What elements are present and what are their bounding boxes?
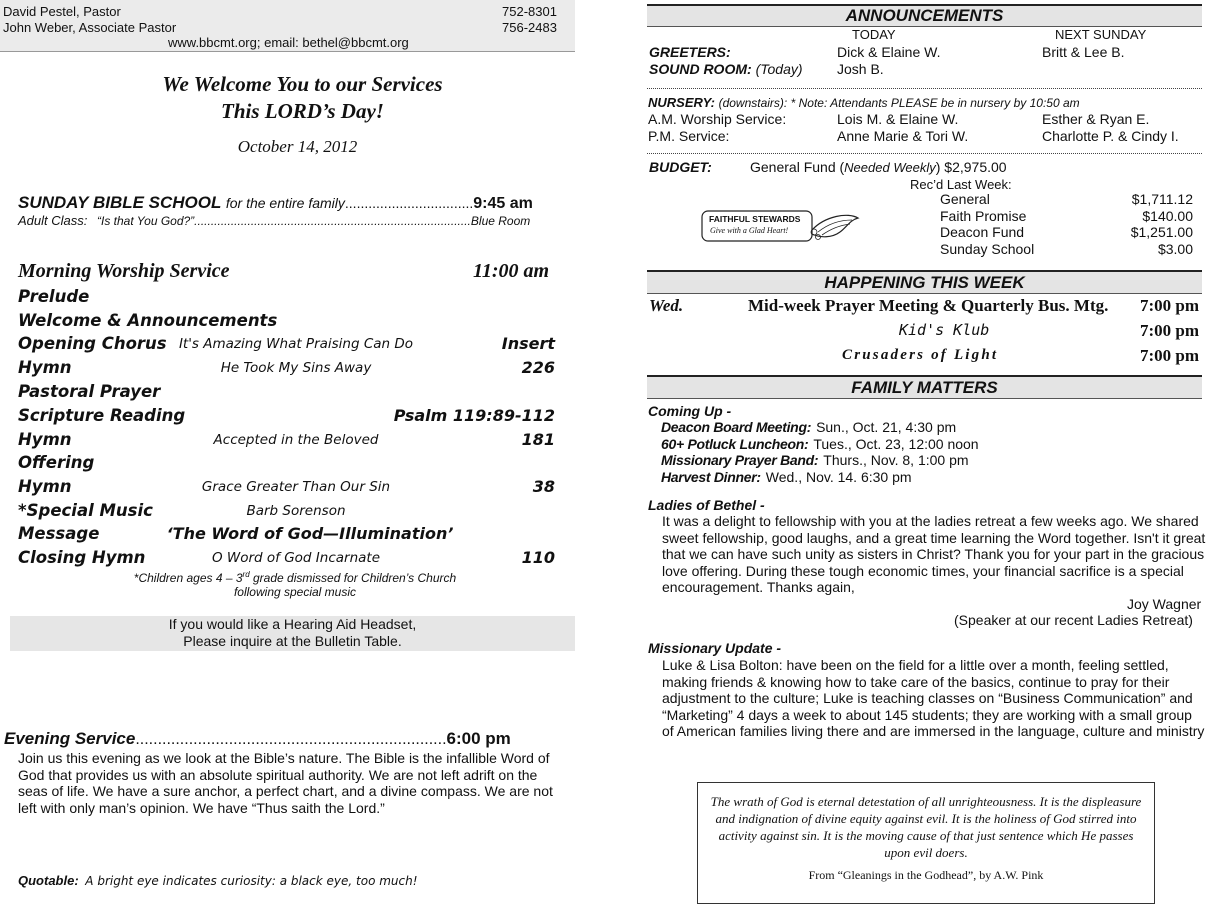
budget-row-label: General: [940, 191, 990, 207]
general-fund-line: [750, 159, 1007, 175]
event-label: Harvest Dinner:: [661, 469, 761, 486]
greeters-next: Britt & Lee B.: [1042, 44, 1125, 60]
pm-service-label: P.M. Service:: [648, 128, 730, 144]
children-note-part-1: *Children ages 4 – 3: [133, 571, 243, 585]
event-detail: Wed., Nov. 14. 6:30 pm: [765, 469, 912, 486]
service-item-detail: ‘The Word of God—Illumination’: [166, 524, 454, 543]
evening-service-text: Join us this evening as we look at the Bible’s nature. The Bible is the infallible Word of God that provides us with an absolute spiritual authority. We are not left adrift on the seas of life. We have a sure anchor, a perfect chart, and a divine compass. We are not left with only man’s opinion. We have “Thus saith the Lord.”: [18, 750, 553, 816]
budget-row-amount: $3.00: [1157, 241, 1193, 258]
quotable-label: Quotable:: [18, 873, 79, 888]
nursery-label: NURSERY:: [648, 95, 715, 110]
service-item-name: Message: [18, 524, 100, 543]
greeters-label: GREETERS:: [649, 44, 731, 60]
family-matters-header: FAMILY MATTERS: [647, 375, 1202, 399]
happening-day: Wed.: [649, 296, 684, 315]
event-label: 60+ Potluck Luncheon:: [661, 435, 809, 452]
service-item-number: 38: [532, 477, 555, 496]
event-detail: Tues., Oct. 23, 12:00 noon: [813, 435, 979, 452]
budget-row-amount: $1,251.00: [1130, 224, 1193, 241]
evening-service-line: [4, 729, 511, 749]
sunday-school-title: SUNDAY BIBLE SCHOOL: [18, 193, 222, 212]
service-item-detail: He Took My Sins Away: [220, 360, 372, 376]
sound-room-today: Josh B.: [837, 61, 884, 77]
am-service-label: A.M. Worship Service:: [648, 111, 787, 127]
morning-worship-time: 11:00 am: [473, 260, 550, 282]
hearing-aid-line-1: If you would like a Hearing Aid Headset,: [168, 616, 417, 632]
coming-up-label: Coming Up -: [648, 403, 732, 419]
nursery-line: [648, 95, 1080, 110]
quote-box: [697, 782, 1155, 904]
service-item-detail: Grace Greater Than Our Sin: [201, 479, 391, 495]
evening-service-dots: ......................................................................: [135, 731, 447, 748]
children-note-line-2: following special music: [233, 585, 357, 599]
general-fund-paren: ): [935, 159, 941, 175]
faithful-stewards-logo: [700, 208, 865, 248]
sunday-school-dots: .................................: [344, 195, 474, 211]
happening-time-1: 7:00 pm: [1140, 296, 1200, 315]
logo-line-2: Give with a Glad Heart!: [710, 226, 789, 235]
welcome-line-1: We Welcome You to our Services: [162, 72, 443, 96]
general-fund-needed: $2,975.00: [944, 159, 1007, 175]
coming-up-event: [661, 469, 912, 485]
service-item-name: Hymn: [18, 358, 72, 377]
church-contact: www.bbcmt.org; email: bethel@bbcmt.org: [168, 35, 409, 50]
happening-this-week-header: HAPPENING THIS WEEK: [647, 270, 1202, 294]
pastor-phone: 752-8301: [502, 4, 557, 19]
happening-event-2: Kid's Klub: [899, 321, 990, 339]
service-item-name: Pastoral Prayer: [18, 382, 161, 401]
hearing-aid-notice: [10, 616, 575, 651]
ladies-signature: Joy Wagner: [1127, 596, 1202, 612]
budget-row-amount: $1,711.12: [1131, 191, 1193, 207]
event-detail: Thurs., Nov. 8, 1:00 pm: [823, 452, 969, 469]
sound-room-label: SOUND ROOM:: [649, 61, 752, 77]
general-fund-needed-label: Needed Weekly: [844, 160, 936, 175]
happening-event-1: Mid-week Prayer Meeting & Quarterly Bus. Mtg.: [748, 296, 1109, 315]
service-item-name: Prelude: [18, 287, 90, 306]
ladies-signature-note: (Speaker at our recent Ladies Retreat): [954, 612, 1193, 628]
children-note-part-2: grade dismissed for Children’s Church: [249, 571, 457, 585]
ladies-of-bethel-text: It was a delight to fellowship with you at the ladies retreat a few weeks ago. We shared sweet fellowship, good laughs, and a great time learning the Word together. Isn't it great that we can have such unity as sisters in Christ? Thank you for your part in the gracious love offering. During these tough economic times, your financial sacrifice is a special encouragement. Thanks again,: [662, 513, 1206, 595]
adult-class-dots: ...................................................................................: [194, 214, 471, 228]
pastor-header: [0, 0, 575, 52]
quote-text: The wrath of God is eternal detestation of all unrighteousness. It is the displeasure and indignation of divine equity against evil. It is the holiness of God stirred into activity against sin. It is the moving cause of that just sentence which He passes upon evil doers.: [710, 794, 1142, 860]
service-item-name: Hymn: [18, 430, 72, 449]
nursery-note: (downstairs): * Note: Attendants PLEASE be in nursery by 10:50 am: [718, 96, 1080, 110]
welcome-line-2: This LORD’s Day!: [221, 99, 384, 123]
divider-2: [647, 153, 1202, 154]
children-note: [95, 568, 495, 599]
adult-class-label: Adult Class:: [18, 213, 88, 228]
logo-line-1: FAITHFUL STEWARDS: [709, 214, 801, 224]
pastor-name: David Pestel, Pastor: [3, 4, 121, 19]
happening-time-3: 7:00 pm: [1140, 346, 1200, 365]
service-item-number: 110: [521, 548, 555, 567]
service-item-name: Hymn: [18, 477, 72, 496]
service-item-number: Psalm 119:89-112: [393, 406, 555, 425]
event-label: Deacon Board Meeting:: [661, 419, 812, 435]
adult-class-line: [18, 213, 530, 228]
adult-class-topic: “Is that You God?”: [97, 214, 195, 228]
budget-row-label: Faith Promise: [940, 207, 1027, 224]
event-detail: Sun., Oct. 21, 4:30 pm: [816, 419, 957, 435]
pm-service-next: Charlotte P. & Cindy I.: [1042, 128, 1179, 144]
coming-up-event: [661, 419, 956, 435]
service-item-detail: O Word of God Incarnate: [211, 550, 381, 566]
service-item-detail: It's Amazing What Praising Can Do: [178, 336, 414, 352]
budget-row-label: Sunday School: [940, 241, 1035, 258]
today-column-header: TODAY: [852, 27, 896, 42]
quote-source: From “Gleanings in the Godhead”, by A.W. Pink: [808, 868, 1044, 882]
service-item-detail: Barb Sorenson: [246, 503, 346, 519]
service-item-name: Opening Chorus: [18, 334, 167, 353]
received-last-week-label: Rec’d Last Week:: [910, 177, 1012, 192]
children-note-superscript: rd: [242, 570, 250, 579]
coming-up-event: [661, 436, 979, 452]
service-item-number: 226: [521, 358, 555, 377]
budget-label: BUDGET:: [649, 159, 712, 175]
general-fund-text: General Fund (: [750, 159, 845, 175]
evening-service-title: Evening Service: [4, 729, 136, 748]
service-item-name: *Special Music: [18, 501, 153, 520]
ladies-of-bethel-label: Ladies of Bethel -: [648, 497, 765, 513]
announcements-header: ANNOUNCEMENTS: [647, 4, 1202, 27]
greeters-today: Dick & Elaine W.: [837, 44, 941, 60]
quotable-line: [18, 873, 418, 888]
am-service-today: Lois M. & Elaine W.: [837, 111, 959, 127]
pm-service-today: Anne Marie & Tori W.: [837, 128, 969, 144]
divider-1: [647, 88, 1202, 89]
coming-up-event: [661, 452, 969, 468]
sound-room-sub: (Today): [755, 61, 803, 77]
assoc-pastor-name: John Weber, Associate Pastor: [3, 20, 177, 35]
sunday-school-time: 9:45 am: [473, 195, 533, 212]
service-item-name: Scripture Reading: [18, 406, 186, 425]
budget-row-amount: $140.00: [1142, 207, 1193, 224]
morning-worship-title: Morning Worship Service: [18, 260, 230, 282]
sound-room-line: [649, 61, 803, 77]
am-service-next: Esther & Ryan E.: [1042, 111, 1150, 127]
hearing-aid-line-2: Please inquire at the Bulletin Table.: [183, 633, 402, 649]
sunday-school-line: [18, 193, 533, 213]
adult-class-room: Blue Room: [470, 214, 531, 228]
assoc-pastor-phone: 756-2483: [502, 20, 557, 35]
service-date: October 14, 2012: [237, 137, 358, 156]
quotable-text: A bright eye indicates curiosity: a black eye, too much!: [85, 874, 418, 888]
evening-service-time: 6:00 pm: [446, 729, 511, 748]
next-sunday-column-header: NEXT SUNDAY: [1055, 27, 1147, 42]
missionary-update-label: Missionary Update -: [648, 640, 782, 656]
service-item-name: Welcome & Announcements: [18, 311, 278, 330]
service-item-detail: Accepted in the Beloved: [213, 432, 379, 448]
sunday-school-subtitle: for the entire family: [225, 195, 345, 211]
budget-row-label: Deacon Fund: [940, 224, 1025, 241]
service-item-name: Closing Hymn: [18, 548, 146, 567]
happening-time-2: 7:00 pm: [1140, 321, 1200, 340]
service-item-number: Insert: [501, 334, 555, 353]
happening-event-3: Crusaders of Light: [842, 347, 999, 363]
service-item-number: 181: [521, 430, 555, 449]
event-label: Missionary Prayer Band:: [661, 452, 819, 469]
service-item-name: Offering: [18, 453, 95, 472]
missionary-update-text: Luke & Lisa Bolton: have been on the field for a little over a month, feeling settled, making friends & knowing how to take care of the basics, continue to pray for their adjustment to the culture; Luke is teaching classes on “Business Communication” and “Marketing” 4 days a week to about 145 students; they are working with a small group of American families living there and are immersed in the language, culture and ministry: [662, 657, 1205, 739]
